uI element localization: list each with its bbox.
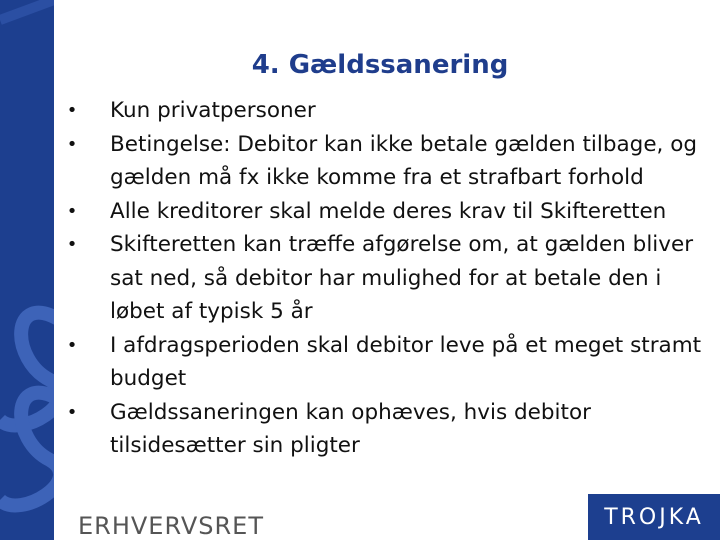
bullet-icon: • [66, 401, 78, 423]
bullet-item [62, 228, 702, 329]
bullet-text: Kun privatpersoner [110, 98, 316, 123]
bullet-list [62, 94, 702, 463]
bullet-icon: • [66, 100, 78, 121]
bullet-item [62, 195, 702, 229]
paragraph-sign-decoration [0, 0, 54, 540]
erhvervsret-logo: ERHVERVSRET [78, 512, 264, 540]
slide-title: 4. Gældssanering [251, 50, 509, 80]
bullet-item [62, 329, 702, 396]
side-band-decoration [0, 0, 54, 540]
bullet-icon: • [66, 334, 78, 356]
bullet-icon: • [66, 234, 78, 255]
bullet-text: Gældssaneringen kan ophæves, hvis debitor tilsidesætter sin pligter [110, 399, 591, 458]
bullet-text: Betingelse: Debitor kan ikke betale gælden tilbage, og gælden må fx ikke komme fra et strafbart forhold [110, 131, 698, 190]
bullet-text: I afdragsperioden skal debitor leve på et meget stramt budget [110, 332, 702, 391]
bullet-item [62, 396, 702, 463]
trojka-logo: TROJKA [588, 494, 720, 540]
bullet-text: Skifteretten kan træffe afgørelse om, at gælden bliver sat ned, så debitor har mulighed for at betale den i løbet af typisk 5 år [110, 232, 694, 324]
bullet-icon: • [66, 200, 78, 222]
bullet-item [62, 128, 702, 195]
bullet-text: Alle kreditorer skal melde deres krav til Skifteretten [110, 198, 667, 224]
bullet-icon: • [66, 133, 78, 155]
bullet-item [62, 94, 702, 128]
